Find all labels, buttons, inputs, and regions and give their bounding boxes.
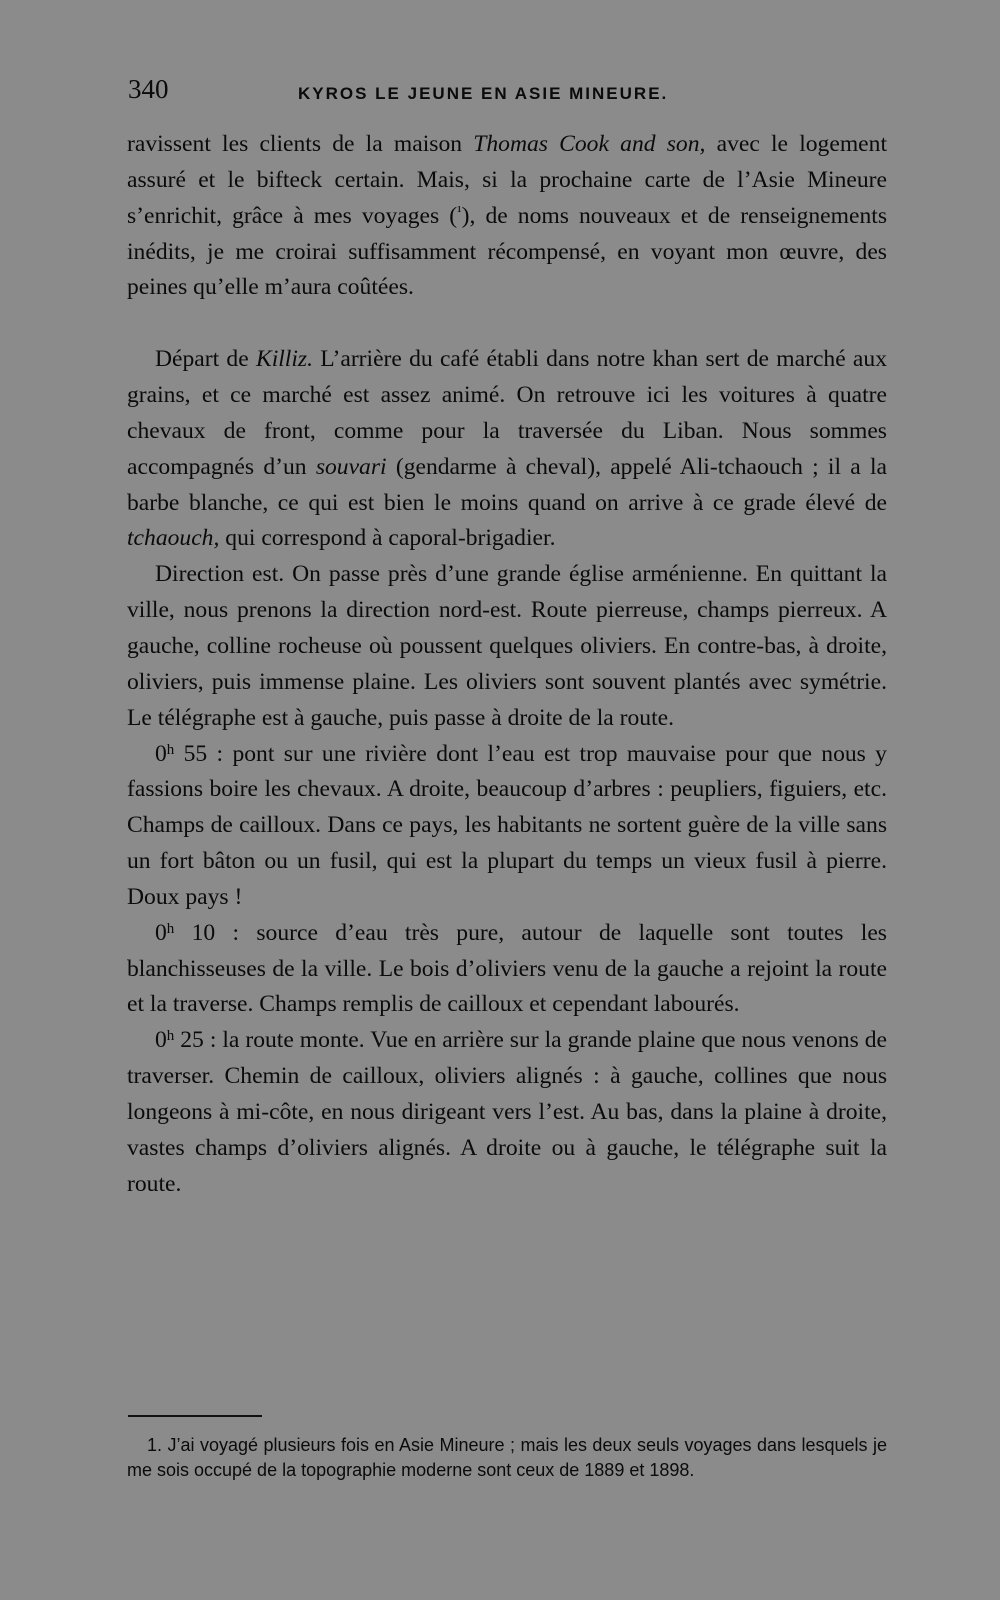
paragraph-2-text-e: (gendarme à cheval), appelé Ali-tchaouch ; il a la barbe blanche, ce qui est bien le moins quand on arrive à ce grade élevé de — [127, 453, 887, 516]
footnote — [127, 1433, 887, 1483]
paragraph-1-text-d: ), de noms nouveaux et de renseignements inédits, je me croirai suffisamment récompensé, en voyant mon œuvre, des peines qu’elle m’aura coûtées. — [127, 202, 887, 301]
body-text — [127, 127, 887, 1202]
footnote-divider — [128, 1415, 262, 1417]
footnote-label: 1. — [147, 1435, 163, 1455]
running-head — [128, 74, 888, 114]
paragraph-6-text: la route monte. Vue en arrière sur la grande plaine que nous venons de traverser. Chemin de cailloux, oliviers alignés : à gauche, collines que nous longeons à mi-côte, en nous dirigeant vers l’est. Au bas, dans la plaine à droite, vastes champs d’oliviers alignés. A droite ou à gauche, le télégraphe suit la route. — [127, 1027, 887, 1197]
paragraph-2-text-c: L’arrière du café établi dans notre khan sert de marché aux grains, et ce marché est assez animé. On retrouve ici les voitures à quatre chevaux de front, comme pour la traversée du Liban. Nous sommes accompagnés d’un — [127, 346, 887, 480]
running-title: KYROS LE JEUNE EN ASIE MINEURE. — [298, 84, 669, 103]
time-stamp: 0$^h$ 10 : — [155, 919, 257, 946]
paragraph-2-text-g: qui correspond à caporal-brigadier. — [219, 525, 556, 552]
time-stamp: 0$^h$ 25 : — [155, 1027, 223, 1054]
paragraph-1-text-a: ravissent les clients de la maison — [127, 131, 474, 157]
footnote-reference: ¹ — [457, 203, 462, 220]
paragraph-4-text: pont sur une rivière dont l’eau est trop mauvaise pour que nous y fassions boire les chevaux. A droite, beaucoup d’arbres : peupliers, figuiers, etc. Champs de cailloux. Dans ce pays, les habitants ne sortent guère de la ville sans un fort bâton ou un fusil, qui est la plupart du temps un vieux fusil à pierre. Doux pays ! — [127, 740, 887, 910]
paragraph-6 — [127, 1023, 887, 1202]
paragraph-5 — [127, 916, 887, 1024]
term-tchaouch: tchaouch, — [127, 525, 220, 552]
place-name: Killiz. — [255, 346, 313, 373]
paragraph-1-text-c: avec le logement assuré et le bifteck certain. Mais, si la prochaine carte de l’Asie Mineure s’enrichit, grâce à mes voyages ( — [127, 131, 888, 229]
paragraph-2-text-a: Départ de — [155, 346, 256, 373]
page-number: 340 — [128, 74, 169, 104]
paragraph-4 — [127, 737, 887, 916]
footnote-text: J’ai voyagé plusieurs fois en Asie Mineure ; mais les deux seuls voyages dans lesquels je me sois occupé de la topographie moderne sont ceux de 1889 et 1898. — [127, 1435, 887, 1480]
term-souvari: souvari — [315, 453, 387, 480]
paragraph-2 — [127, 342, 887, 557]
paragraph-1 — [127, 127, 887, 306]
paragraph-3: Direction est. On passe près d’une grande église arménienne. En quittant la ville, nous prenons la direction nord-est. Route pierreuse, champs pierreux. A gauche, colline rocheuse où poussent quelques oliviers. En contre-bas, à droite, oliviers, puis immense plaine. Les oliviers sont souvent plantés avec symétrie. Le télégraphe est à gauche, puis passe à droite de la route. — [127, 561, 887, 731]
company-name: Thomas Cook and son, — [473, 131, 706, 157]
time-stamp: 0$^h$ 55 : — [155, 740, 233, 767]
paragraph-5-text: source d’eau très pure, autour de laquelle sont toutes les blanchisseuses de la ville. Le bois d’oliviers venu de la gauche a rejoint la route et la traverse. Champs remplis de cailloux et cependant labourés. — [127, 919, 887, 1018]
